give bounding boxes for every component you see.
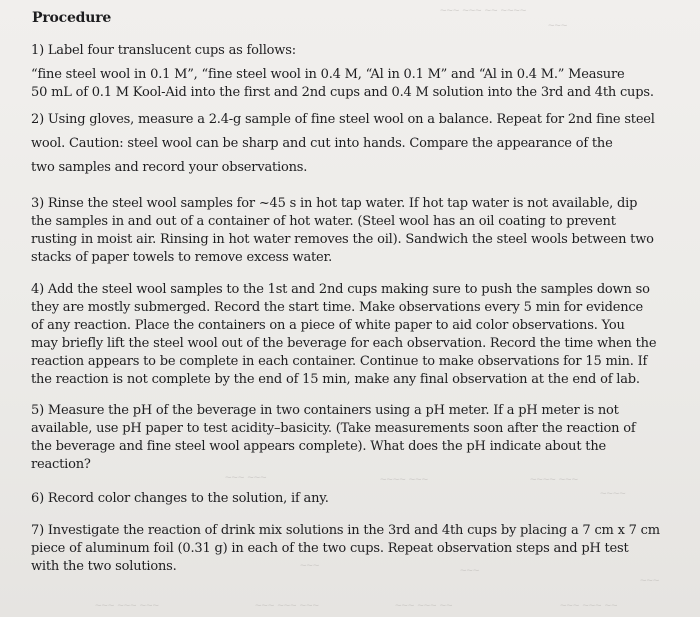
step-text-line: of any reaction. Place the containers on a piece of white paper to aid color observations. You — [31, 318, 625, 333]
procedure-step-6 — [31, 490, 671, 508]
step-text-line: 1) Label four translucent cups as follows: — [31, 43, 296, 58]
step-text-line: “fine steel wool in 0.1 M”, “fine steel wool in 0.4 M, “Al in 0.1 M” and “Al in 0.4 M.” Measure — [31, 67, 625, 82]
bleed-through-mark: ~~~~ — [600, 488, 626, 500]
step-text-line: reaction? — [31, 457, 91, 472]
bleed-through-mark: ~~~ ~~~ — [225, 472, 267, 484]
procedure-step-1 — [31, 42, 671, 102]
step-text-line: two samples and record your observations. — [31, 160, 308, 175]
bleed-through-mark: ~~~ — [640, 575, 660, 587]
step-text-line: available, use pH paper to test acidity–basicity. (Take measurements soon after the reaction of — [31, 421, 636, 436]
step-text-line: reaction appears to be complete in each container. Continue to make observations for 15 min. If — [31, 354, 648, 369]
step-text-line: 50 mL of 0.1 M Kool-Aid into the first and 2nd cups and 0.4 M solution into the 3rd and 4th cups. — [31, 85, 654, 100]
step-text-line: piece of aluminum foil (0.31 g) in each of the two cups. Repeat observation steps and pH test — [31, 541, 629, 556]
step-text-line: 5) Measure the pH of the beverage in two containers using a pH meter. If a pH meter is not — [31, 403, 619, 418]
step-text-line: with the two solutions. — [31, 559, 177, 574]
step-text-line: stacks of paper towels to remove excess water. — [31, 250, 333, 265]
bleed-through-mark: ~~~ — [300, 560, 320, 572]
procedure-step-4 — [31, 281, 671, 389]
bleed-through-mark: ~~~ ~~~ ~~ — [395, 600, 453, 612]
bleed-through-mark: ~~~ — [548, 20, 568, 32]
step-text-line: wool. Caution: steel wool can be sharp and cut into hands. Compare the appearance of the — [31, 136, 613, 151]
step-text-line: 7) Investigate the reaction of drink mix solutions in the 3rd and 4th cups by placing a 7 cm x 7 cm — [31, 523, 660, 538]
procedure-heading: Procedure — [32, 10, 112, 26]
bleed-through-mark: ~~~ ~~~ ~~~ — [95, 600, 159, 612]
step-text-line: 3) Rinse the steel wool samples for ~45 s in hot tap water. If hot tap water is not available, dip — [31, 196, 638, 211]
step-text-line: the reaction is not complete by the end of 15 min, make any final observation at the end of lab. — [31, 372, 640, 387]
bleed-through-mark: ~~~ ~~~ ~~~ — [255, 600, 319, 612]
bleed-through-mark: ~~~~ ~~~ — [530, 474, 579, 486]
step-text-line: they are mostly submerged. Record the start time. Make observations every 5 min for evidence — [31, 300, 643, 315]
step-text-line: 4) Add the steel wool samples to the 1st and 2nd cups making sure to push the samples down so — [31, 282, 650, 297]
bleed-through-mark: ~~~~ ~~~ — [380, 474, 429, 486]
bleed-through-mark: ~~~ ~~~ ~~ — [560, 600, 618, 612]
procedure-step-3 — [31, 195, 671, 267]
bleed-through-mark: ~~~ — [460, 565, 480, 577]
step-text-line: 6) Record color changes to the solution, if any. — [31, 491, 329, 506]
step-text-line: the samples in and out of a container of hot water. (Steel wool has an oil coating to prevent — [31, 214, 616, 229]
step-text-line: may briefly lift the steel wool out of the beverage for each observation. Record the time when the — [31, 336, 657, 351]
procedure-step-5 — [31, 402, 671, 474]
bleed-through-mark: ~~~ ~~~ ~~ ~~~~ — [440, 5, 527, 17]
step-text-line: 2) Using gloves, measure a 2.4-g sample of fine steel wool on a balance. Repeat for 2nd fine steel — [31, 112, 655, 127]
procedure-step-2 — [31, 111, 671, 177]
procedure-step-7 — [31, 522, 671, 576]
step-text-line: the beverage and fine steel wool appears complete). What does the pH indicate about the — [31, 439, 607, 454]
step-text-line: rusting in moist air. Rinsing in hot water removes the oil). Sandwich the steel wools between two — [31, 232, 654, 247]
